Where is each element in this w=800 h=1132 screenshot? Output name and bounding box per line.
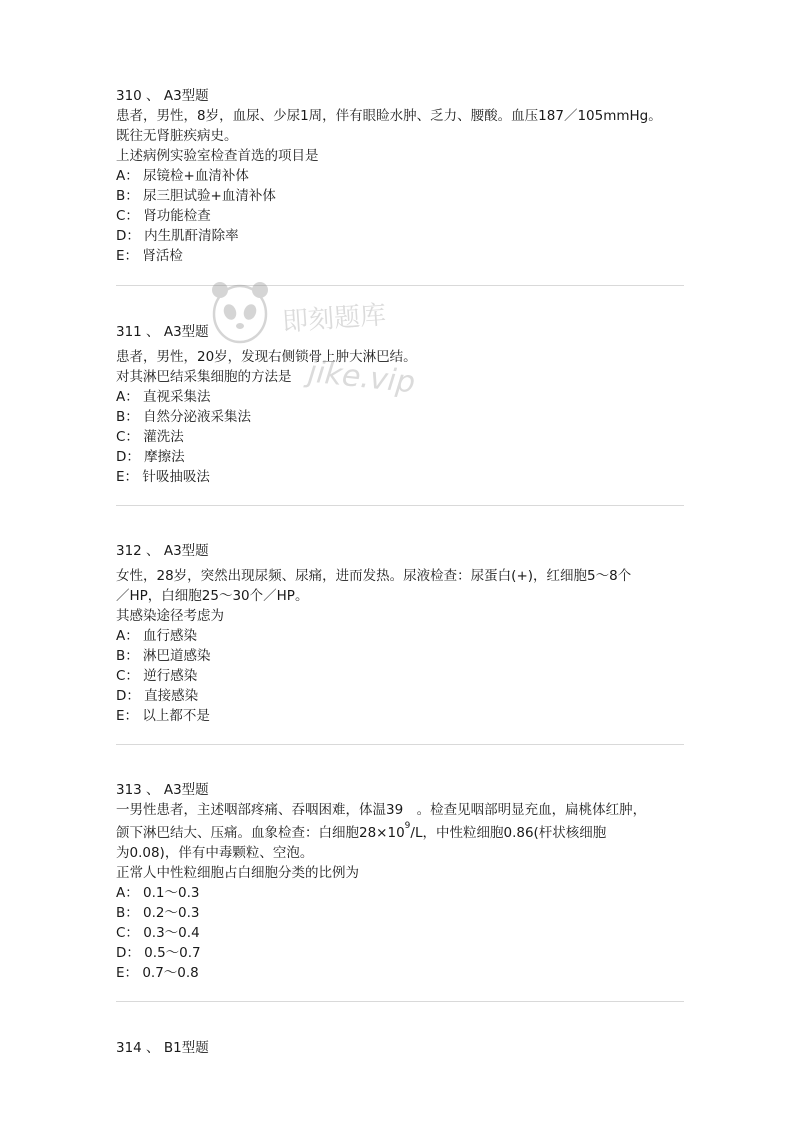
question-header: 311 、 A3型题	[116, 324, 209, 340]
option-b: B： 尿三胆试验+血清补体	[116, 188, 276, 204]
question-stem-line: 女性，28岁，突然出现尿频、尿痛，进而发热。尿液检查：尿蛋白(+)，红细胞5～8个	[116, 568, 632, 584]
question-prompt: 上述病例实验室检查首选的项目是	[116, 148, 319, 164]
option-e: E： 肾活检	[116, 248, 183, 264]
option-a: A： 直视采集法	[116, 389, 211, 405]
question-310	[116, 86, 686, 266]
question-313	[116, 780, 686, 983]
stem-text: /L，中性粒细胞0.86(杆状核细胞	[410, 825, 607, 841]
divider	[116, 744, 684, 745]
question-stem-line: 一男性患者，主述咽部疼痛、吞咽困难，体温39 。检查见咽部明显充血，扁桃体红肿，	[116, 802, 647, 818]
question-stem-line: ／HP，白细胞25～30个／HP。	[116, 588, 309, 604]
option-c: C： 逆行感染	[116, 668, 198, 684]
question-prompt: 其感染途径考虑为	[116, 608, 224, 624]
divider	[116, 1001, 684, 1002]
option-c: C： 灌洗法	[116, 429, 184, 445]
divider	[116, 285, 684, 286]
watermark-text: 即刻题库	[281, 300, 388, 338]
divider	[116, 505, 684, 506]
question-stem-line: 患者，男性，8岁，血尿、少尿1周，伴有眼睑水肿、乏力、腰酸。血压187／105mmHg。	[116, 108, 662, 124]
question-stem-line	[116, 823, 686, 843]
watermark-url: jike.vip	[306, 354, 417, 401]
option-b: B： 0.2～0.3	[116, 905, 200, 921]
question-stem-line: 患者，男性，20岁，发现右侧锁骨上肿大淋巴结。	[116, 349, 417, 365]
option-a: A： 尿镜检+血清补体	[116, 168, 249, 184]
option-b: B： 淋巴道感染	[116, 648, 211, 664]
option-b: B： 自然分泌液采集法	[116, 409, 252, 425]
option-a: A： 血行感染	[116, 628, 198, 644]
question-prompt: 对其淋巴结采集细胞的方法是	[116, 369, 292, 385]
option-a: A： 0.1～0.3	[116, 885, 200, 901]
question-header: 314 、 B1型题	[116, 1040, 209, 1056]
question-prompt: 正常人中性粒细胞占白细胞分类的比例为	[116, 865, 359, 881]
option-c: C： 0.3～0.4	[116, 925, 200, 941]
question-311	[116, 322, 686, 487]
question-header: 310 、 A3型题	[116, 88, 209, 104]
question-stem-line: 为0.08)，伴有中毒颗粒、空泡。	[116, 845, 314, 861]
option-d: D： 0.5～0.7	[116, 945, 201, 961]
option-e: E： 以上都不是	[116, 708, 210, 724]
option-d: D： 内生肌酐清除率	[116, 228, 239, 244]
option-e: E： 针吸抽吸法	[116, 469, 210, 485]
question-header: 312 、 A3型题	[116, 543, 209, 559]
stem-text: 颌下淋巴结大、压痛。血象检查：白细胞28×10	[116, 825, 405, 841]
option-d: D： 摩擦法	[116, 449, 185, 465]
question-header: 313 、 A3型题	[116, 782, 209, 798]
question-314	[116, 1038, 686, 1058]
option-d: D： 直接感染	[116, 688, 199, 704]
option-c: C： 肾功能检查	[116, 208, 211, 224]
superscript: 9	[404, 821, 411, 831]
question-312	[116, 541, 686, 726]
option-e: E： 0.7～0.8	[116, 965, 199, 981]
question-stem-line: 既往无肾脏疾病史。	[116, 128, 238, 144]
